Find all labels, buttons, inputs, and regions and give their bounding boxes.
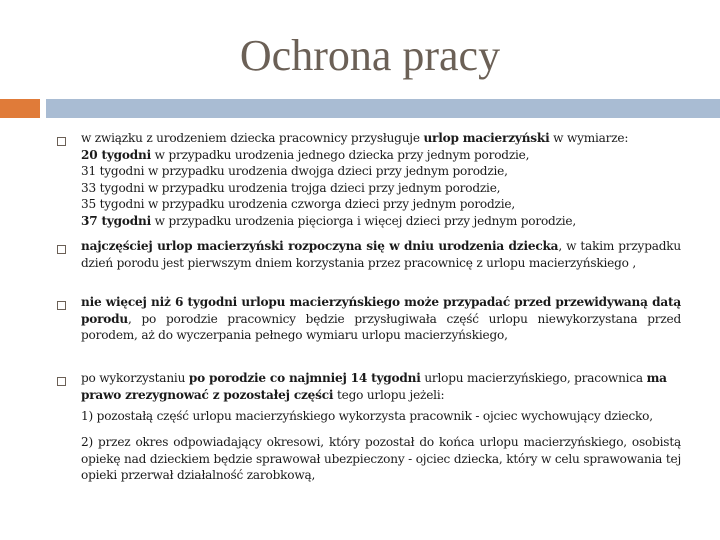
item-intro: w związku z urodzeniem dziecka pracownicy przysługuje urlop macierzyński w wymiarze: [81, 131, 629, 145]
title-divider-bar [46, 99, 720, 118]
sub-item-2: 2) przez okres odpowiadający okresowi, który pozostał do końca urlopu macierzyńskiego, osobistą opiekę nad dzieckiem będzie sprawował ubezpieczony - ojciec dziecka, który w celu sprawowania tej opieki przerwał działalność zarobkową, [81, 435, 681, 482]
bullet-icon [57, 301, 66, 310]
title-accent-bar [0, 99, 40, 118]
list-item-leave-start: najczęściej urlop macierzyński rozpoczyna się w dniu urodzenia dziecka, w takim przypadku dzień porodu jest pierwszym dniem korzystania przez pracownicę z urlopu macierzyńskiego , [81, 239, 682, 270]
bullet-icon [57, 137, 66, 146]
bullet-icon [57, 245, 66, 254]
leave-line-5: 37 tygodni w przypadku urodzenia pięciorga i więcej dzieci przy jednym porodzie, [81, 213, 577, 228]
leave-line-1: 20 tygodni w przypadku urodzenia jednego dziecka przy jednym porodzie, [81, 147, 530, 162]
leave-line-3: 33 tygodni w przypadku urodzenia trojga dzieci przy jednym porodzie, [81, 180, 501, 195]
list-item-maternity-leave [81, 130, 681, 229]
leave-line-4: 35 tygodni w przypadku urodzenia czworga dzieci przy jednym porodzie, [81, 197, 515, 211]
list-item-before-birth: nie więcej niż 6 tygodni urlopu macierzyńskiego może przypadać przed przewidywaną datą porodu, po porodzie pracownicy będzie przysługiwała część urlopu niewykorzystana przed porodem, aż do wyczerpania pełnego wymiaru urlopu macierzyńskiego, [81, 295, 681, 342]
leave-line-2: 31 tygodni w przypadku urodzenia dwojga dzieci przy jednym porodzie, [81, 164, 508, 178]
page-title: Ochrona pracy [239, 31, 501, 80]
sub-item-1: 1) pozostałą część urlopu macierzyńskiego wykorzysta pracownik - ojciec wychowujący dziecko, [81, 409, 653, 423]
bullet-icon [57, 377, 66, 386]
list-item-resignation: po wykorzystaniu po porodzie co najmniej 14 tygodni urlopu macierzyńskiego, pracownica ma prawo zrezygnować z pozostałej części tego urlopu jeżeli: [81, 371, 667, 402]
